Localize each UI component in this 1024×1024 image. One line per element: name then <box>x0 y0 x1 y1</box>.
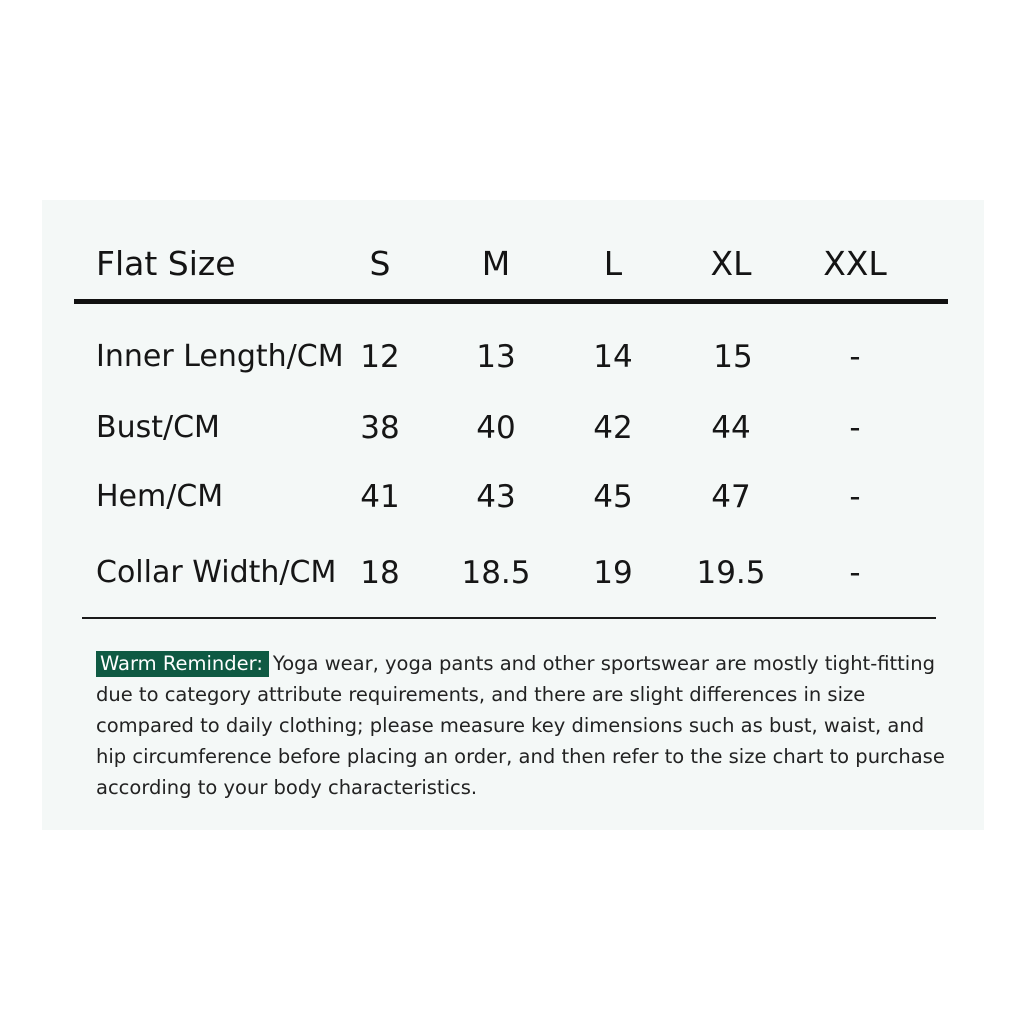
table-cell: - <box>849 479 861 515</box>
row-label-inner-length: Inner Length/CM <box>96 339 344 374</box>
table-cell: 45 <box>593 479 633 515</box>
table-bottom-divider <box>82 617 936 619</box>
table-cell: 13 <box>476 339 516 375</box>
table-cell: 18.5 <box>461 555 531 591</box>
table-cell: 47 <box>711 479 751 515</box>
table-cell: - <box>849 410 861 446</box>
table-cell: 40 <box>476 410 516 446</box>
row-label-collar-width: Collar Width/CM <box>96 555 337 590</box>
table-cell: 43 <box>476 479 516 515</box>
table-cell: 44 <box>711 410 751 446</box>
table-cell: 42 <box>593 410 633 446</box>
table-cell: 18 <box>360 555 400 591</box>
warm-reminder-text: Yoga wear, yoga pants and other sportswear are mostly tight-fitting due to category attribute requirements, and there are slight differences in size compared to daily clothing; please measure key dimensions such as bust, waist, and hip circumference before placing an order, and then refer to the size chart to purchase according to your body characteristics. <box>96 652 945 799</box>
size-header-l: L <box>603 244 623 283</box>
table-cell: - <box>849 555 861 591</box>
warm-reminder <box>96 648 946 803</box>
size-header-s: S <box>369 244 391 283</box>
table-corner-label: Flat Size <box>96 244 236 283</box>
warm-reminder-tag: Warm Reminder: <box>96 651 269 677</box>
row-label-hem: Hem/CM <box>96 479 224 514</box>
table-cell: 38 <box>360 410 400 446</box>
row-label-bust: Bust/CM <box>96 410 220 445</box>
size-header-xl: XL <box>710 244 752 283</box>
table-cell: 41 <box>360 479 400 515</box>
table-cell: 19 <box>593 555 633 591</box>
table-cell: 14 <box>593 339 633 375</box>
table-cell: 19.5 <box>696 555 766 591</box>
size-header-xxl: XXL <box>823 244 887 283</box>
table-cell: 15 <box>713 339 753 375</box>
size-header-m: M <box>481 244 511 283</box>
table-cell: - <box>849 339 861 375</box>
table-cell: 12 <box>360 339 400 375</box>
header-divider <box>74 299 948 304</box>
